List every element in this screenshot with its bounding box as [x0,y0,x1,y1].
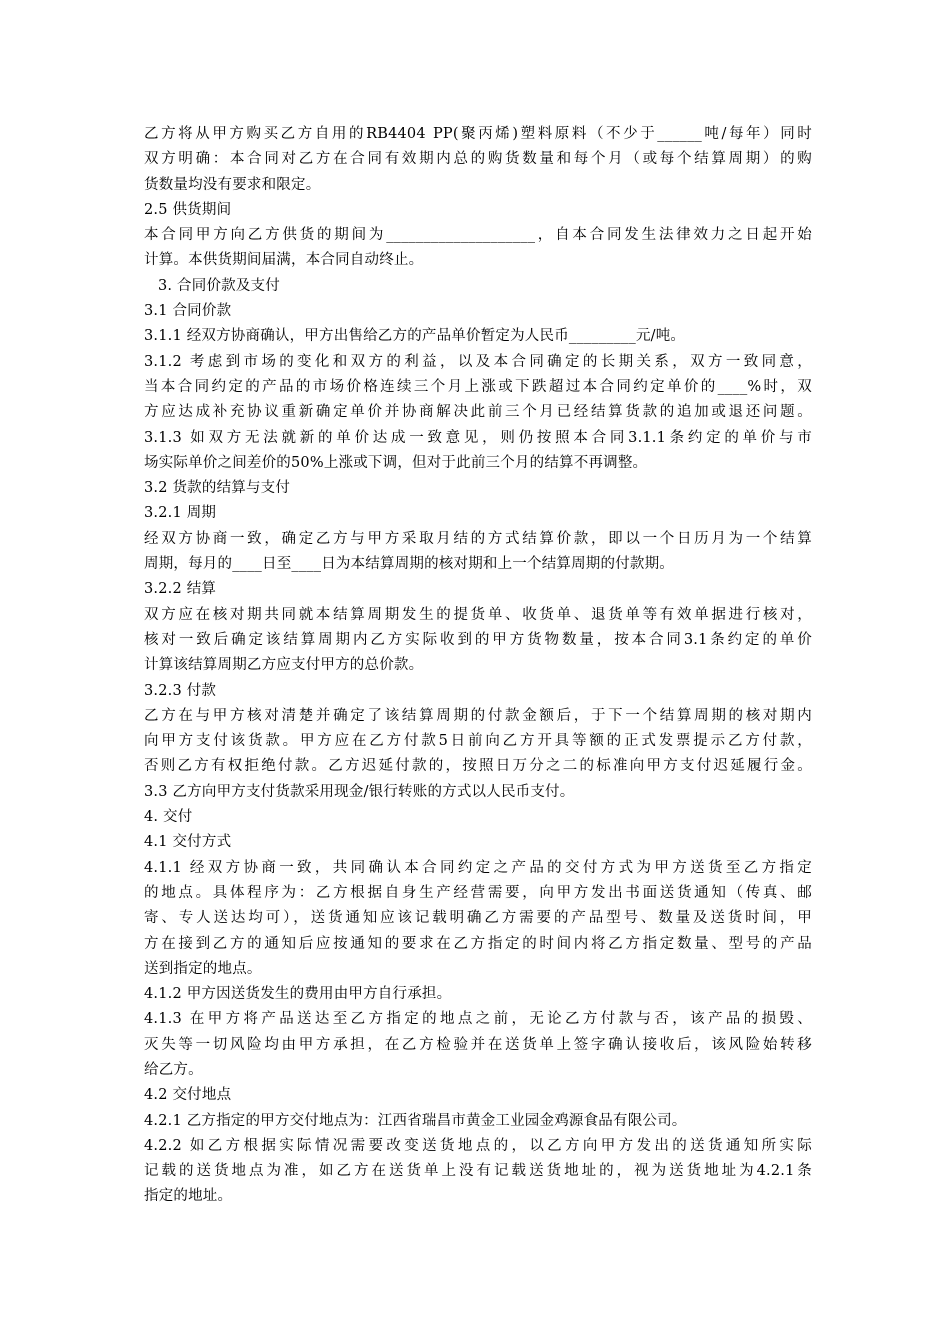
document-line: 本合同甲方向乙方供货的期间为____________________，自本合同发生法律效力之日起开始 [144,227,812,244]
document-line: 寄、专人送达均可），送货通知应该记载明确乙方需要的产品型号、数量及送货时间，甲 [144,910,812,927]
document-line: 3.1.3 如双方无法就新的单价达成一致意见，则仍按照本合同3.1.1条约定的单价与市 [144,429,812,446]
document-line: 4.1 交付方式 [144,834,232,851]
document-line: 3.3 乙方向甲方支付货款采用现金/银行转账的方式以人民币支付。 [144,783,575,800]
document-line: 核对一致后确定该结算周期内乙方实际收到的甲方货物数量，按本合同3.1条约定的单价 [144,631,812,648]
document-line: 计算该结算周期乙方应支付甲方的总价款。 [144,657,424,674]
document-line: 否则乙方有权拒绝付款。乙方迟延付款的，按照日万分之二的标准向甲方支付迟延履行金。 [144,758,812,775]
document-line: 3.2.3 付款 [144,682,217,699]
document-line: 4.2.1 乙方指定的甲方交付地点为：江西省瑞昌市黄金工业园金鸡源食品有限公司。 [144,1112,687,1129]
document-line: 记载的送货地点为准，如乙方在送货单上没有记载送货地址的，视为送货地址为4.2.1条 [144,1163,812,1180]
document-line: 方应达成补充协议重新确定单价并协商解决此前三个月已经结算货款的追加或退还问题。 [144,404,812,421]
document-line: 4. 交付 [144,809,193,826]
document-line: 4.1.2 甲方因送货发生的费用由甲方自行承担。 [144,986,452,1003]
document-line: 双方应在核对期共同就本结算周期发生的提货单、收货单、退货单等有效单据进行核对， [144,606,812,623]
document-line: 货数量均没有要求和限定。 [144,176,321,193]
document-line: 2.5 供货期间 [144,201,232,218]
document-line: 计算。本供货期间届满，本合同自动终止。 [144,252,424,269]
document-line: 场实际单价之间差价的50%上涨或下调，但对于此前三个月的结算不再调整。 [144,454,648,471]
document-line: 4.1.1 经双方协商一致，共同确认本合同约定之产品的交付方式为甲方送货至乙方指定 [144,859,812,876]
document-line: 的地点。具体程序为：乙方根据自身生产经营需要，向甲方发出书面送货通知（传真、邮 [144,884,812,901]
document-body [144,122,812,1210]
document-line: 4.2.2 如乙方根据实际情况需要改变送货地点的，以乙方向甲方发出的送货通知所实际 [144,1137,812,1154]
document-line: 乙方在与甲方核对清楚并确定了该结算周期的付款金额后，于下一个结算周期的核对期内 [144,707,812,724]
document-line: 双方明确：本合同对乙方在合同有效期内总的购货数量和每个月（或每个结算周期）的购 [144,151,812,168]
document-line: 3. 合同价款及支付 [158,277,280,294]
document-line: 3.1.2 考虑到市场的变化和双方的利益，以及本合同确定的长期关系，双方一致同意， [144,353,812,370]
document-line: 3.2.1 周期 [144,505,217,522]
document-line: 向甲方支付该货款。甲方应在乙方付款5日前向乙方开具等额的正式发票提示乙方付款， [144,733,812,750]
document-line: 灭失等一切风险均由甲方承担，在乙方检验并在送货单上签字确认接收后，该风险始转移 [144,1036,812,1053]
document-line: 4.1.3 在甲方将产品送达至乙方指定的地点之前，无论乙方付款与否，该产品的损毁、 [144,1011,812,1028]
document-line: 3.1.1 经双方协商确认，甲方出售给乙方的产品单价暂定为人民币_________元/吨。 [144,328,686,345]
document-line: 3.2.2 结算 [144,581,217,598]
document-line: 指定的地址。 [144,1188,233,1205]
document-line: 4.2 交付地点 [144,1087,232,1104]
document-line: 当本合同约定的产品的市场价格连续三个月上涨或下跌超过本合同约定单价的____%时，双 [144,378,812,395]
document-line: 3.1 合同价款 [144,303,232,320]
document-line: 经双方协商一致，确定乙方与甲方采取月结的方式结算价款，即以一个日历月为一个结算 [144,530,812,547]
document-line: 给乙方。 [144,1061,203,1078]
document-line: 周期，每月的____日至____日为本结算周期的核对期和上一个结算周期的付款期。 [144,556,674,573]
document-line: 方在接到乙方的通知后应按通知的要求在乙方指定的时间内将乙方指定数量、型号的产品 [144,935,812,952]
document-line: 送到指定的地点。 [144,960,262,977]
document-line: 3.2 货款的结算与支付 [144,480,291,497]
document-line: 乙方将从甲方购买乙方自用的RB4404 PP(聚丙烯)塑料原料（不少于______吨/每年）同时 [144,126,812,142]
